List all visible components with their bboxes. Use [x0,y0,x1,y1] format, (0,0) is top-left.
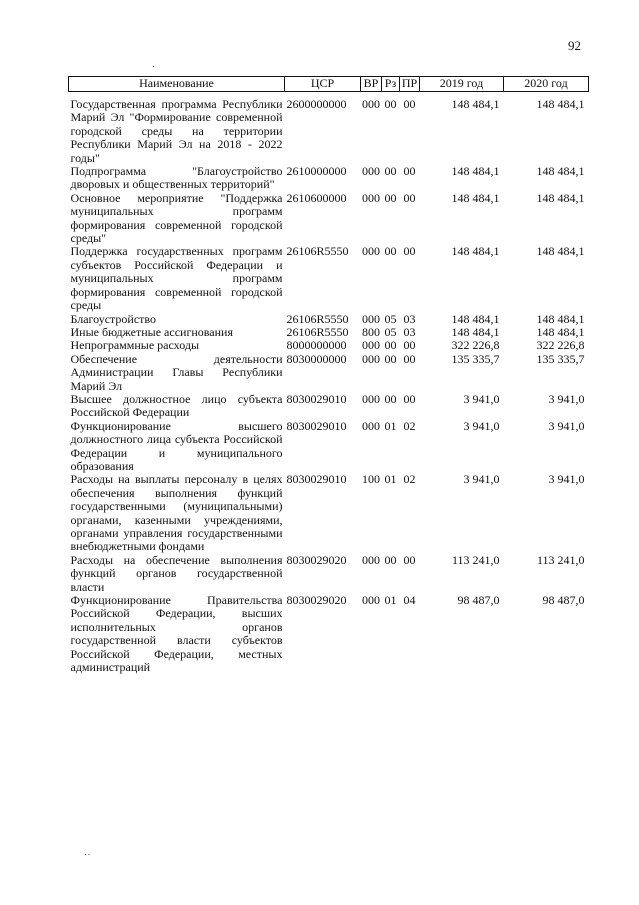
cell-csr: 8030029020 [286,552,347,567]
cell-vr: 000 [362,552,380,567]
cell-csr: 8030029010 [286,418,347,433]
table-row [69,192,589,246]
table-body [69,92,589,675]
cell-2019: 3 941,0 [463,472,500,487]
table-row [69,165,589,192]
cell-pr: 00 [403,97,416,111]
cell-csr: 26106R5550 [286,244,349,259]
cell-pr: 02 [403,418,416,433]
header-name: Наименование [69,77,285,92]
cell-vr: 100 [362,472,380,487]
cell-2020: 3 941,0 [548,391,585,406]
table-row [69,594,589,674]
cell-2020: 98 487,0 [542,593,585,608]
cell-csr: 8030000000 [286,351,347,366]
cell-vr: 000 [362,164,380,179]
cell-rz: 01 [384,472,397,487]
page-number: 92 [568,38,581,53]
cell-rz: 01 [384,418,397,433]
cell-pr: 03 [403,311,416,326]
cell-rz: 00 [384,164,397,179]
cell-2020: 148 484,1 [536,97,585,111]
cell-vr: 000 [362,593,380,608]
cell-rz: 05 [384,311,397,326]
cell-rz: 00 [384,190,397,205]
cell-vr: 000 [362,190,380,205]
cell-2019: 148 484,1 [451,97,500,111]
table-row [69,393,589,420]
table-row [69,420,589,474]
cell-rz: 00 [384,552,397,567]
cell-name: Обеспечение деятельности Администрации Главы Республики Марий Эл [70,351,283,393]
cell-pr: 03 [403,324,416,339]
cell-2019: 113 241,0 [451,552,500,567]
cell-2020: 148 484,1 [536,164,585,179]
scan-speck: · [152,62,156,73]
cell-name: Непрограммные расходы [70,338,200,353]
cell-rz: 00 [384,338,397,353]
cell-pr: 00 [403,164,416,179]
cell-rz: 00 [384,97,397,111]
cell-rz: 05 [384,324,397,339]
cell-csr: 2610000000 [286,164,347,179]
cell-vr: 000 [362,418,380,433]
cell-csr: 8000000000 [286,338,347,353]
cell-2019: 322 226,8 [451,338,500,353]
header-2019: 2019 год [420,77,504,92]
cell-2020: 3 941,0 [548,472,585,487]
cell-rz: 00 [384,391,397,406]
cell-csr: 26106R5550 [286,311,349,326]
cell-name: Высшее должностное лицо субъекта Российской Федерации [70,391,283,420]
cell-vr: 000 [362,351,380,366]
cell-name: Благоустройство [70,311,157,326]
cell-name: Основное мероприятие "Поддержка муниципальных программ формирования современной городской среды" [70,190,283,246]
cell-csr: 8030029020 [286,593,347,608]
table-row [69,326,589,339]
cell-vr: 000 [362,311,380,326]
cell-pr: 02 [403,472,416,487]
cell-2019: 148 484,1 [451,190,500,205]
cell-2020: 148 484,1 [536,244,585,259]
cell-pr: 00 [403,351,416,366]
cell-vr: 000 [362,244,380,259]
cell-csr: 8030029010 [286,472,347,487]
cell-name: Государственная программа Республики Марий Эл "Формирование современной городской среды на территории Республики Марий Эл на 2018 - 2022 годы" [70,97,283,165]
cell-2020: 135 335,7 [536,351,585,366]
cell-2020: 148 484,1 [536,190,585,205]
cell-2019: 3 941,0 [463,391,500,406]
cell-2020: 3 941,0 [548,418,585,433]
cell-pr: 00 [403,244,416,259]
header-rz: Рз [382,77,400,92]
cell-pr: 04 [403,593,416,608]
cell-vr: 000 [362,97,380,111]
cell-name: Функционирование высшего должностного лица субъекта Российской Федерации и муниципального образования [70,418,283,473]
cell-rz: 00 [384,244,397,259]
cell-name: Поддержка государственных программ субъектов Российской Федерации и муниципальных программ формирования современной городской среды [70,244,283,313]
header-pr: ПР [400,77,420,92]
cell-name: Функционирование Правительства Российской Федерации, высших исполнительных органов государственной власти субъектов Российской Федерации, местных администраций [70,593,283,675]
table-row [69,313,589,326]
cell-name: Подпрограмма "Благоустройство дворовых и общественных территорий" [70,164,283,192]
cell-vr: 000 [362,391,380,406]
cell-name: Расходы на выплаты персоналу в целях обеспечения выполнения функций государственными (муниципальными) органами, казенными учреждениями, органами управления государственными внебюджетными фондами [70,472,283,554]
cell-csr: 2610600000 [286,190,347,205]
scan-speck: ·· [84,850,91,861]
header-2020: 2020 год [504,77,589,92]
cell-2020: 148 484,1 [536,324,585,339]
cell-vr: 000 [362,338,380,353]
table-row [69,245,589,312]
table-row [69,473,589,553]
cell-2020: 113 241,0 [536,552,585,567]
cell-pr: 00 [403,190,416,205]
cell-2019: 148 484,1 [451,244,500,259]
budget-table [68,76,589,674]
cell-rz: 00 [384,351,397,366]
table-row [69,353,589,393]
cell-csr: 26106R5550 [286,324,349,339]
cell-pr: 00 [403,552,416,567]
cell-2019: 148 484,1 [451,164,500,179]
cell-vr: 800 [362,324,380,339]
cell-name: Расходы на обеспечение выполнения функций органов государственной власти [70,552,283,594]
cell-2019: 148 484,1 [451,324,500,339]
cell-2020: 322 226,8 [536,338,585,353]
cell-pr: 00 [403,338,416,353]
table-row [69,554,589,594]
cell-2019: 135 335,7 [451,351,500,366]
cell-2019: 98 487,0 [457,593,500,608]
cell-csr: 8030029010 [286,391,347,406]
cell-csr: 2600000000 [286,97,347,111]
header-csr: ЦСР [285,77,361,92]
cell-pr: 00 [403,391,416,406]
cell-2019: 3 941,0 [463,418,500,433]
cell-2020: 148 484,1 [536,311,585,326]
table-row [69,92,589,166]
cell-name: Иные бюджетные ассигнования [70,324,233,339]
cell-rz: 01 [384,593,397,608]
table-row [69,339,589,352]
table-header [69,77,589,92]
header-vr: ВР [361,77,382,92]
cell-2019: 148 484,1 [451,311,500,326]
